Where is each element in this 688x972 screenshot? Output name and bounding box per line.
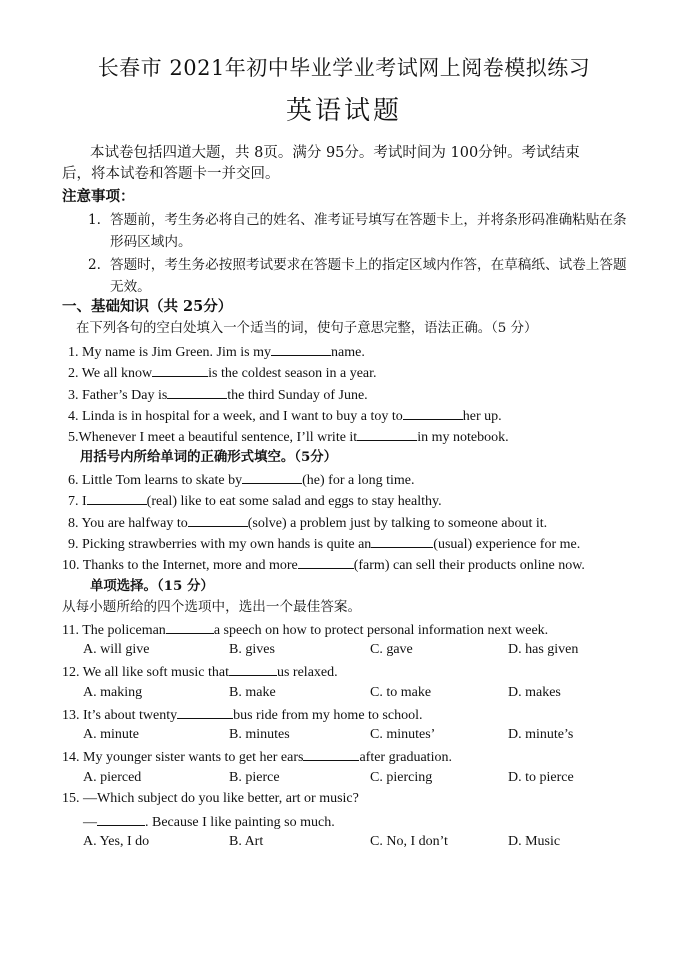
- question-15-option-d[interactable]: D. Music: [508, 834, 561, 849]
- question-14-blank[interactable]: [303, 747, 359, 761]
- question-10-text-end: (farm) can sell their products online now.: [353, 558, 585, 573]
- question-1-text: 1. My name is Jim Green. Jim is my: [68, 345, 271, 360]
- question-8: [68, 513, 547, 533]
- subject-title: 英语试题: [285, 96, 402, 126]
- question-8-blank[interactable]: [188, 513, 248, 527]
- question-10: [62, 555, 585, 575]
- question-9-blank[interactable]: [371, 534, 433, 548]
- section-1-title: 一、基础知识（共 25分）: [62, 298, 233, 315]
- question-14-text-end: after graduation.: [359, 750, 452, 765]
- question-13-text: 13. It’s about twenty: [62, 708, 178, 723]
- question-11-option-d[interactable]: D. has given: [508, 642, 579, 657]
- question-15-blank[interactable]: [97, 812, 145, 826]
- question-11: [62, 620, 548, 640]
- question-2-blank[interactable]: [152, 363, 208, 377]
- question-11-option-b[interactable]: B. gives: [229, 642, 275, 657]
- question-2: [68, 363, 377, 383]
- question-14-option-c[interactable]: C. piercing: [370, 770, 433, 785]
- notice-item-2-line-2: 无效。: [110, 279, 151, 295]
- question-9-text-end: (usual) experience for me.: [433, 537, 581, 552]
- intro-line-1: 本试卷包括四道大题，共 8页。满分 95分。考试时间为 100分钟。考试结束: [90, 145, 580, 161]
- question-10-text: 10. Thanks to the Internet, more and more: [62, 558, 298, 573]
- question-15-option-b[interactable]: B. Art: [229, 834, 264, 849]
- question-6-blank[interactable]: [242, 470, 302, 484]
- question-10-blank[interactable]: [298, 555, 354, 569]
- question-6-text: 6. Little Tom learns to skate by: [68, 473, 243, 488]
- question-11-text: 11. The policeman: [62, 623, 166, 638]
- question-3-text: 3. Father’s Day is: [68, 388, 168, 403]
- notice-item-1-number: 1.: [88, 212, 101, 228]
- question-7-text: 7. I: [68, 494, 87, 509]
- question-4-text: 4. Linda is in hospital for a week, and I want to buy a toy to: [68, 409, 403, 424]
- question-13-option-b[interactable]: B. minutes: [229, 727, 290, 742]
- question-1: [68, 342, 365, 362]
- question-13-blank[interactable]: [177, 705, 233, 719]
- question-13-option-a[interactable]: A. minute: [83, 727, 139, 742]
- question-13: [62, 705, 422, 725]
- question-11-text-end: a speech on how to protect personal information next week.: [213, 623, 549, 638]
- question-6-text-end: (he) for a long time.: [302, 473, 415, 488]
- question-8-text-end: (solve) a problem just by talking to someone about it.: [247, 516, 548, 531]
- question-14-option-d[interactable]: D. to pierce: [508, 770, 574, 785]
- question-14-option-b[interactable]: B. pierce: [229, 770, 280, 785]
- question-2-text-end: is the coldest season in a year.: [208, 366, 377, 381]
- question-5-blank[interactable]: [357, 427, 417, 441]
- question-7-text-end: (real) like to eat some salad and eggs to stay healthy.: [146, 494, 442, 509]
- notice-item-1-line-2: 形码区域内。: [110, 234, 192, 250]
- question-15: 15. —Which subject do you like better, art or music?: [62, 791, 359, 806]
- question-15-response: [83, 812, 335, 832]
- question-12-text-end: us relaxed.: [276, 665, 338, 680]
- question-14-option-a[interactable]: A. pierced: [83, 770, 142, 785]
- question-11-option-a[interactable]: A. will give: [83, 642, 150, 657]
- question-3: [68, 385, 368, 405]
- question-5-text: 5.Whenever I meet a beautiful sentence, I’ll write it: [68, 430, 358, 445]
- question-6: [68, 470, 414, 490]
- question-1-blank[interactable]: [271, 342, 331, 356]
- question-8-text: 8. You are halfway to: [68, 516, 188, 531]
- part-b-instruction: 用括号内所给单词的正确形式填空。（5分）: [80, 449, 338, 465]
- part-c-instruction: 从每小题所给的四个选项中，选出一个最佳答案。: [62, 599, 362, 615]
- notice-item-2-number: 2.: [88, 257, 101, 273]
- question-4-blank[interactable]: [403, 406, 463, 420]
- question-13-option-d[interactable]: D. minute’s: [508, 727, 574, 742]
- question-12-option-a[interactable]: A. making: [83, 685, 143, 700]
- part-c-title: 单项选择。（15 分）: [90, 578, 214, 594]
- question-11-option-c[interactable]: C. gave: [370, 642, 413, 657]
- question-15-text-end: . Because I like painting so much.: [145, 815, 335, 830]
- notice-item-2-line-1: 答题时，考生务必按照考试要求在答题卡上的指定区域内作答，在草稿纸、试卷上答题: [110, 257, 627, 273]
- question-3-blank[interactable]: [167, 385, 227, 399]
- question-7-blank[interactable]: [87, 491, 147, 505]
- question-7: [68, 491, 442, 511]
- question-15-option-a[interactable]: A. Yes, I do: [83, 834, 150, 849]
- part-a-instruction: 在下列各句的空白处填入一个适当的词，使句子意思完整，语法正确。（5 分）: [76, 321, 538, 336]
- notice-item-1-line-1: 答题前，考生务必将自己的姓名、准考证号填写在答题卡上，并将条形码准确粘贴在条: [110, 212, 627, 228]
- question-9-text: 9. Picking strawberries with my own hands is quite an: [68, 537, 372, 552]
- question-15-option-c[interactable]: C. No, I don’t: [370, 834, 448, 849]
- question-13-option-c[interactable]: C. minutes’: [370, 727, 436, 742]
- question-1-text-end: name.: [331, 345, 365, 360]
- question-4: [68, 406, 502, 426]
- question-5: [68, 427, 509, 447]
- question-14-text: 14. My younger sister wants to get her ears: [62, 750, 304, 765]
- question-12-option-d[interactable]: D. makes: [508, 685, 561, 700]
- question-9: [68, 534, 580, 554]
- question-5-text-end: in my notebook.: [417, 430, 509, 445]
- exam-title: 长春市 2021年初中毕业学业考试网上阅卷模拟练习: [97, 56, 591, 80]
- question-11-blank[interactable]: [166, 620, 214, 634]
- question-13-text-end: bus ride from my home to school.: [233, 708, 423, 723]
- question-12-option-c[interactable]: C. to make: [370, 685, 432, 700]
- notice-title: 注意事项：: [62, 188, 135, 205]
- intro-line-2: 后，将本试卷和答题卡一并交回。: [62, 166, 280, 182]
- question-15-dash: —: [83, 815, 97, 830]
- question-12: [62, 662, 338, 682]
- question-12-option-b[interactable]: B. make: [229, 685, 276, 700]
- question-12-text: 12. We all like soft music that: [62, 665, 229, 680]
- question-14: [62, 747, 452, 767]
- question-2-text: 2. We all know: [68, 366, 153, 381]
- question-3-text-end: the third Sunday of June.: [227, 388, 368, 403]
- question-4-text-end: her up.: [462, 409, 502, 424]
- question-12-blank[interactable]: [229, 662, 277, 676]
